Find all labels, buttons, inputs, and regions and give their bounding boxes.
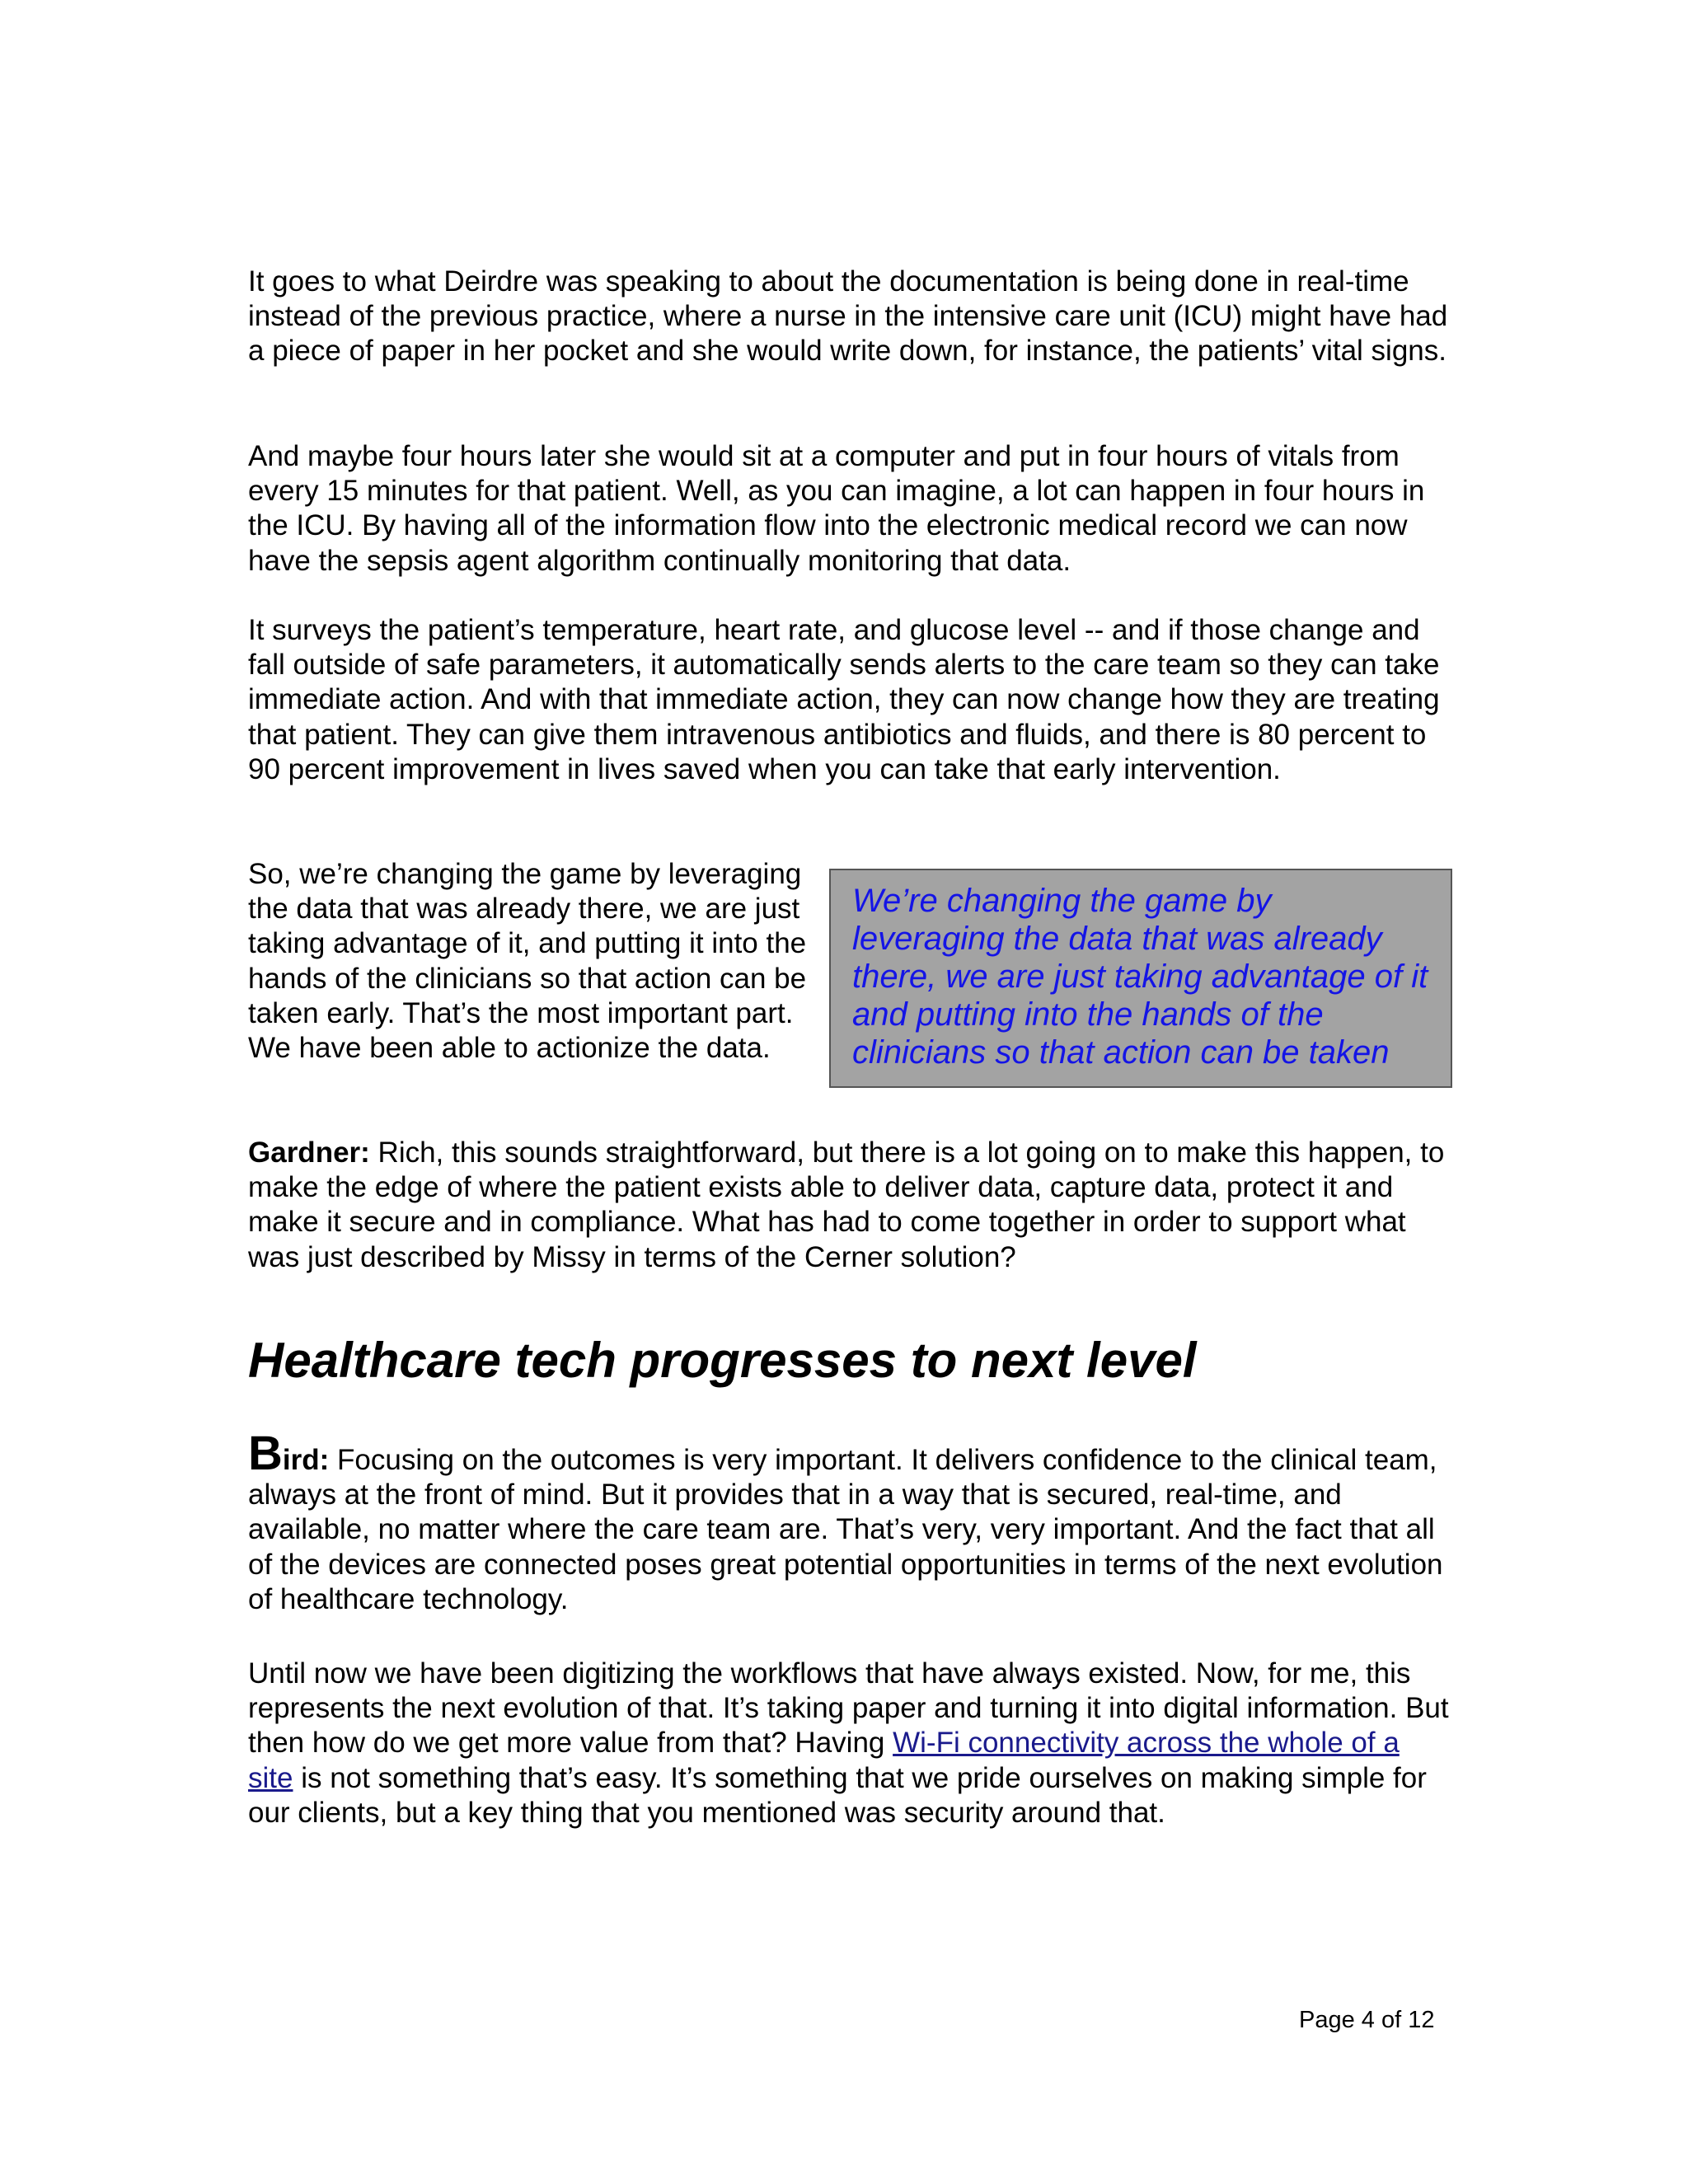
paragraph-text: Focusing on the outcomes is very important. It delivers confidence to the clinical team, always at the front of mind. But it provides that in a way that is secured, real-time, and available, no matter where the care team are. That’s very, very important. And the fact that all of the devices are connected poses great potential opportunities in terms of the next evolution of healthcare technology. [248, 1444, 1443, 1615]
body-paragraph: It goes to what Deirdre was speaking to about the documentation is being done in real-time instead of the previous practice, where a nurse in the intensive care unit (ICU) might have had a piece of paper in her pocket and she would write down, for instance, the patients’ vital signs. [248, 265, 1448, 368]
drop-cap: B [248, 1427, 283, 1480]
section-heading: Healthcare tech progresses to next level [248, 1333, 1197, 1388]
body-paragraph: It surveys the patient’s temperature, heart rate, and glucose level -- and if those change and fall outside of safe parameters, it automatically sends alerts to the care team so they can take immediate action. And with that immediate action, they can now change how they are treating that patient. They can give them intravenous antibiotics and fluids, and there is 80 percent to 90 percent improvement in lives saved when you can take that early intervention. [248, 614, 1440, 785]
body-paragraph [248, 1136, 1451, 1275]
page-number: Page 4 of 12 [1299, 2007, 1435, 2033]
paragraph-text: Until now we have been digitizing the workflows that have always existed. Now, for me, this represents the next evolution of that. It’s taking paper and turning it into digital information. But then how do we get more value from that? Having [248, 1657, 1449, 1760]
speaker-name: Gardner: [248, 1137, 370, 1169]
body-paragraph [248, 1427, 1451, 1617]
speaker-name: ird: [282, 1444, 330, 1476]
paragraph-text: is not something that’s easy. It’s something that we pride ourselves on making simple for our clients, but a key thing that you mentioned was security around that. [248, 1761, 1427, 1829]
body-paragraph: And maybe four hours later she would sit at a computer and put in four hours of vitals from every 15 minutes for that patient. Well, as you can imagine, a lot can happen in four hours in the ICU. By having all of the information flow into the electronic medical record we can now have the sepsis agent algorithm continually monitoring that data. [248, 440, 1425, 577]
pull-quote-text: We’re changing the game by leveraging the data that was already there, we are just taking advantage of it and putting into the hands of the clinicians so that action can be taken [852, 883, 1428, 1071]
body-paragraph [248, 1657, 1451, 1830]
paragraph-text: Rich, this sounds straightforward, but there is a lot going on to make this happen, to make the edge of where the patient exists able to deliver data, capture data, protect it and make it secure and in compliance. What has had to come together in order to support what was just described by Missy in terms of the Cerner solution? [248, 1137, 1445, 1273]
body-paragraph: So, we’re changing the game by leveraging the data that was already there, we are just taking advantage of it, and putting it into the hands of the clinicians so that action can be taken early. That’s the most important part. We have been able to actionize the data. [248, 858, 807, 1065]
pull-quote-box [829, 869, 1452, 1088]
wifi-connectivity-link[interactable]: Wi-Fi connectivity across the whole of a site [248, 1727, 1400, 1794]
